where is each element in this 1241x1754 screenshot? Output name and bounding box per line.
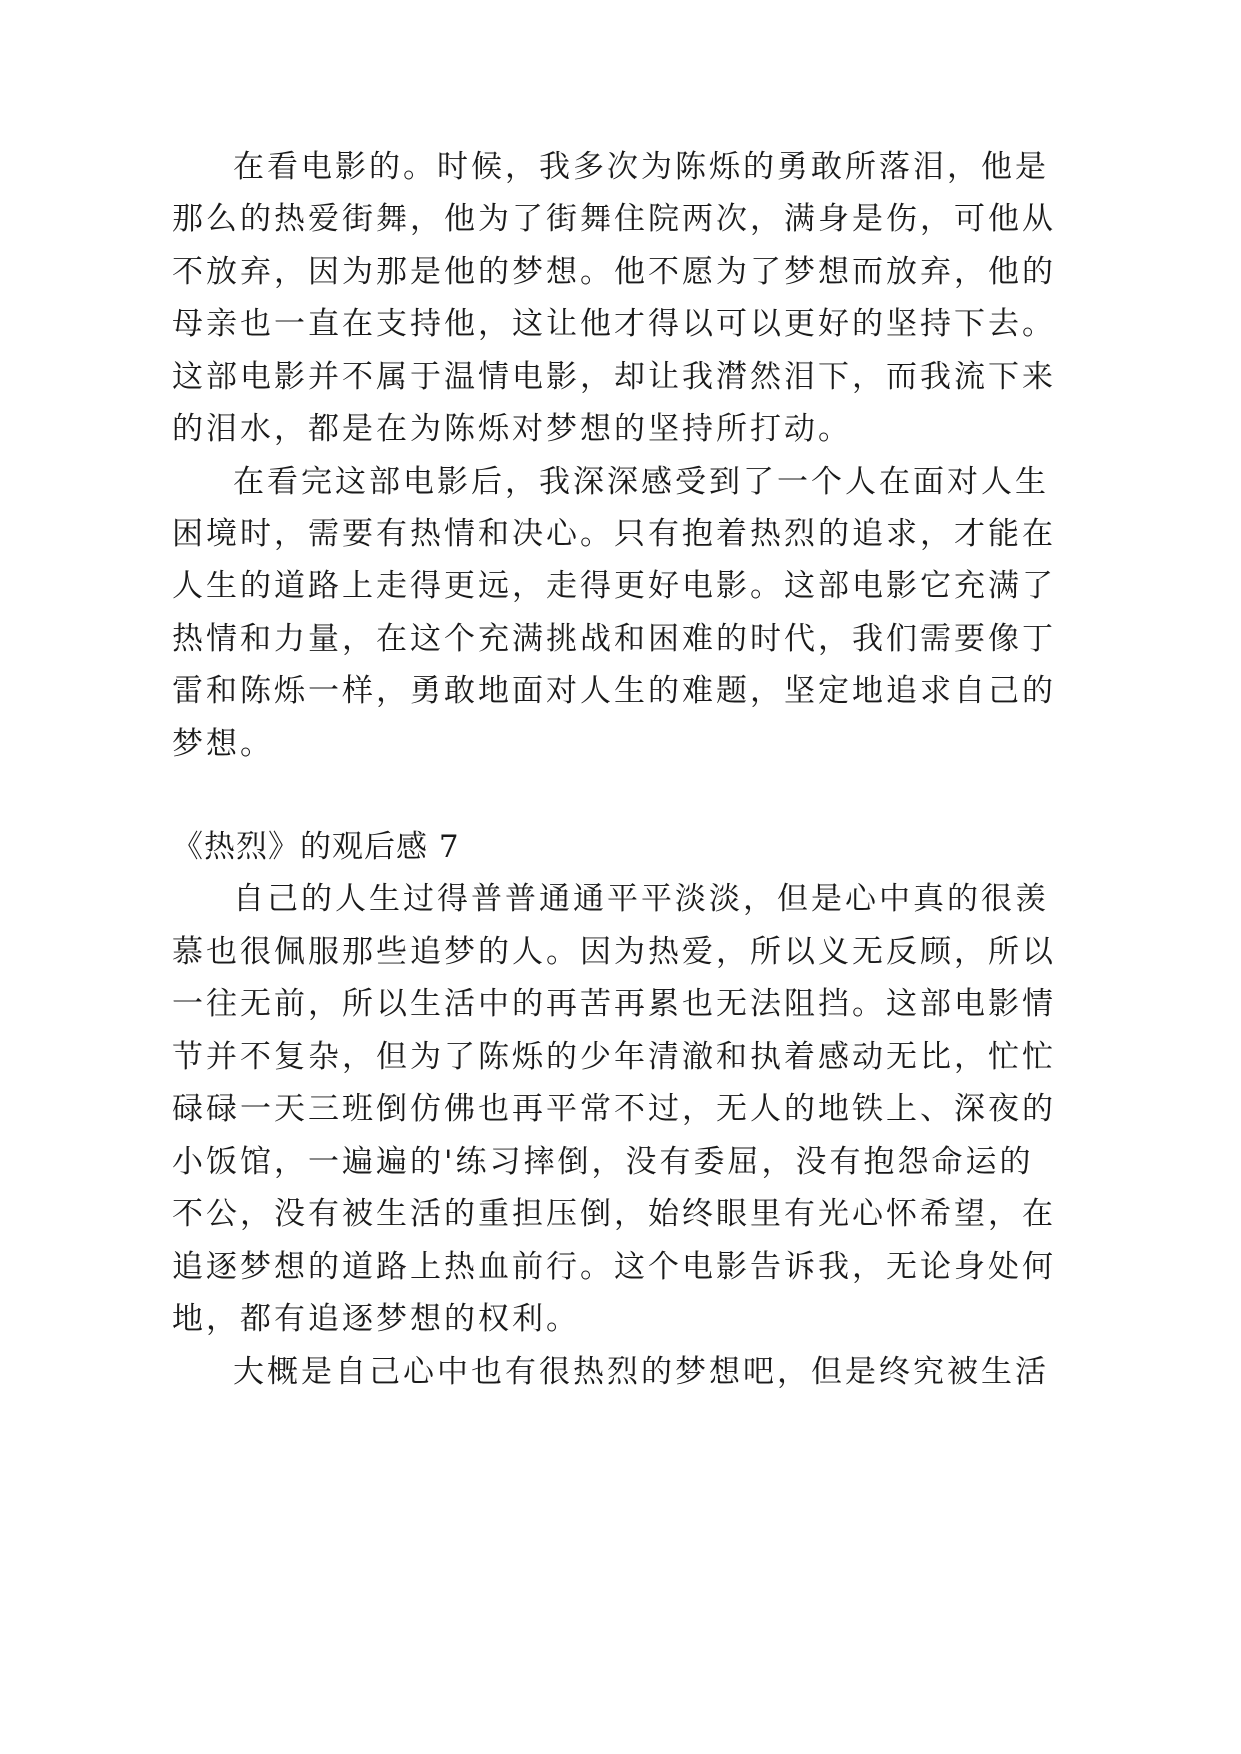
- paragraph-1-line-3: 不放弃，因为那是他的梦想。他不愿为了梦想而放弃，他的: [172, 254, 1056, 290]
- paragraph-3-line-3: 一往无前，所以生活中的再苦再累也无法阻挡。这部电影情: [172, 986, 1056, 1022]
- paragraph-1-line-4: 母亲也一直在支持他，这让他才得以可以更好的坚持下去。: [172, 306, 1056, 342]
- paragraph-3-line-6: 小饭馆，一遍遍的'练习摔倒，没有委屈，没有抱怨命运的: [172, 1144, 1034, 1180]
- paragraph-3-line-8: 追逐梦想的道路上热血前行。这个电影告诉我，无论身处何: [172, 1249, 1056, 1285]
- paragraph-2-line-1: 在看完这部电影后，我深深感受到了一个人在面对人生: [233, 464, 1049, 500]
- paragraph-2-line-4: 热情和力量，在这个充满挑战和困难的时代，我们需要像丁: [172, 621, 1056, 657]
- paragraph-3-line-7: 不公，没有被生活的重担压倒，始终眼里有光心怀希望，在: [172, 1196, 1056, 1232]
- paragraph-2-line-6: 梦想。: [172, 726, 274, 762]
- paragraph-1-line-2: 那么的热爱街舞，他为了街舞住院两次，满身是伤，可他从: [172, 201, 1056, 237]
- section-heading: 《热烈》的观后感 7: [172, 829, 460, 865]
- paragraph-3-line-1: 自己的人生过得普普通通平平淡淡，但是心中真的很羡: [233, 881, 1049, 917]
- paragraph-1-line-5: 这部电影并不属于温情电影，却让我潸然泪下，而我流下来: [172, 359, 1056, 395]
- paragraph-3-line-4: 节并不复杂，但为了陈烁的少年清澈和执着感动无比，忙忙: [172, 1039, 1056, 1075]
- paragraph-1-line-1: 在看电影的。时候，我多次为陈烁的勇敢所落泪，他是: [233, 149, 1049, 185]
- paragraph-4-line-1: 大概是自己心中也有很热烈的梦想吧，但是终究被生活: [233, 1354, 1049, 1390]
- paragraph-1-line-6: 的泪水，都是在为陈烁对梦想的坚持所打动。: [172, 411, 852, 447]
- paragraph-3-line-5: 碌碌一天三班倒仿佛也再平常不过，无人的地铁上、深夜的: [172, 1091, 1056, 1127]
- paragraph-3-line-2: 慕也很佩服那些追梦的人。因为热爱，所以义无反顾，所以: [172, 934, 1056, 970]
- paragraph-2-line-2: 困境时，需要有热情和决心。只有抱着热烈的追求，才能在: [172, 516, 1056, 552]
- paragraph-2-line-5: 雷和陈烁一样，勇敢地面对人生的难题，坚定地追求自己的: [172, 673, 1056, 709]
- paragraph-2-line-3: 人生的道路上走得更远，走得更好电影。这部电影它充满了: [172, 568, 1056, 604]
- paragraph-3-line-9: 地，都有追逐梦想的权利。: [172, 1301, 580, 1337]
